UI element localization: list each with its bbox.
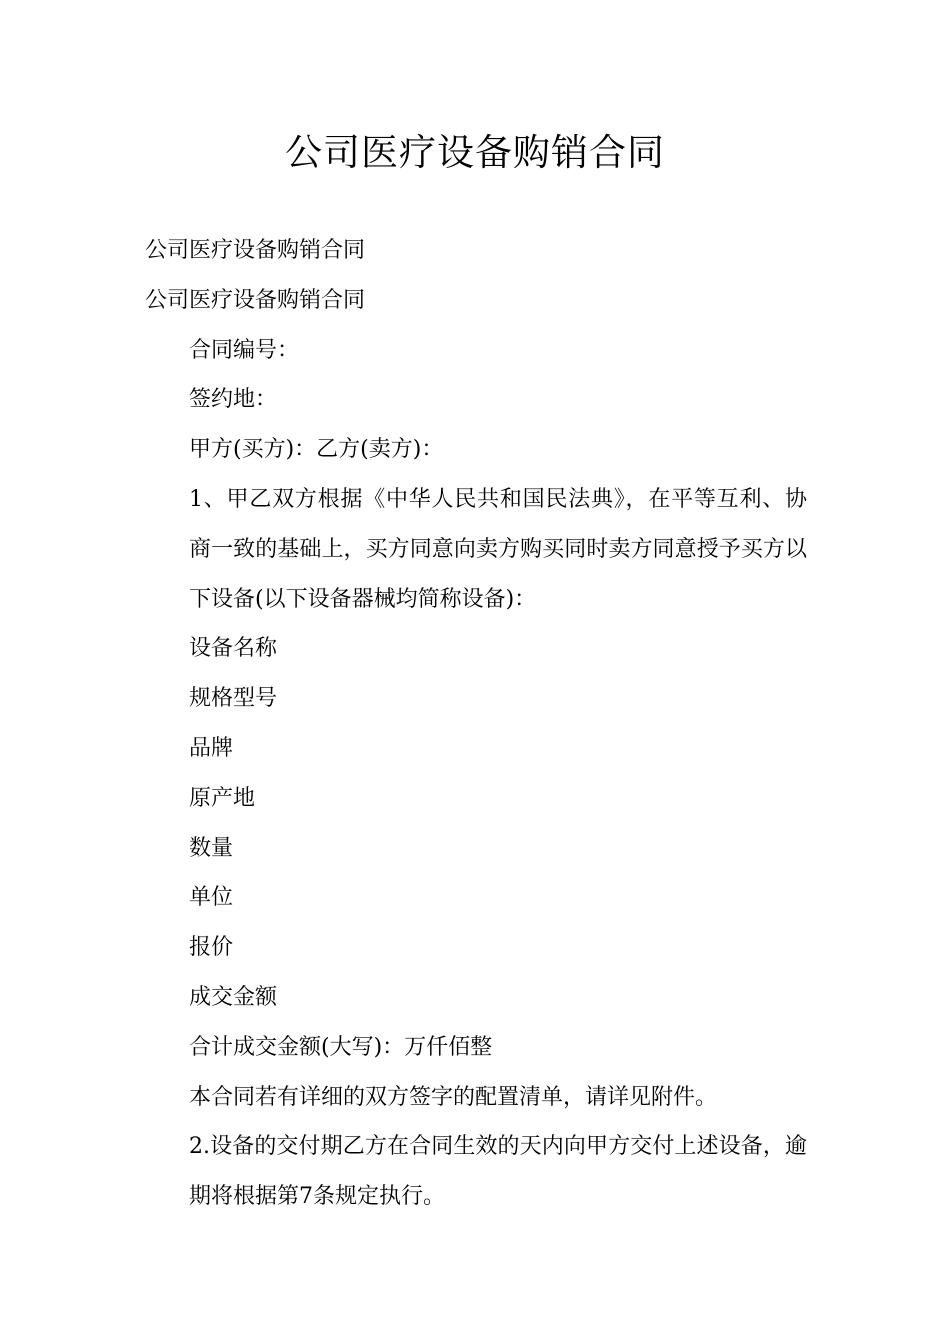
parties-line: 甲方(买方)：乙方(卖方)： bbox=[189, 437, 444, 463]
field-deal-amount: 成交金额 bbox=[189, 984, 278, 1010]
field-equipment-name: 设备名称 bbox=[189, 636, 278, 662]
clause-2-paragraph: 2.设备的交付期乙方在合同生效的天内向甲方交付上述设备，逾期将根据第7条规定执行。 bbox=[189, 1134, 807, 1210]
document-title: 公司医疗设备购销合同 bbox=[285, 131, 665, 174]
field-unit: 单位 bbox=[189, 885, 234, 911]
field-origin: 原产地 bbox=[189, 785, 256, 811]
field-quantity: 数量 bbox=[189, 835, 234, 861]
signing-place-line: 签约地： bbox=[189, 387, 278, 413]
attachment-note: 本合同若有详细的双方签字的配置清单，请详见附件。 bbox=[189, 1084, 718, 1110]
paragraph-doc-name-repeat: 公司医疗设备购销合同 bbox=[145, 287, 366, 313]
field-brand: 品牌 bbox=[189, 735, 234, 761]
clause-1-paragraph: 1、甲乙双方根据《中华人民共和国民法典》，在平等互利、协商一致的基础上，买方同意向卖方购买同时卖方同意授予买方以下设备(以下设备器械均简称设备)： bbox=[189, 486, 807, 612]
field-quote: 报价 bbox=[189, 935, 234, 961]
document-body bbox=[145, 226, 807, 1222]
contract-number-line: 合同编号： bbox=[189, 337, 300, 363]
total-amount-line: 合计成交金额(大写)：万仟佰整 bbox=[189, 1034, 493, 1060]
paragraph-doc-name: 公司医疗设备购销合同 bbox=[145, 238, 366, 263]
field-model-spec: 规格型号 bbox=[189, 686, 278, 712]
